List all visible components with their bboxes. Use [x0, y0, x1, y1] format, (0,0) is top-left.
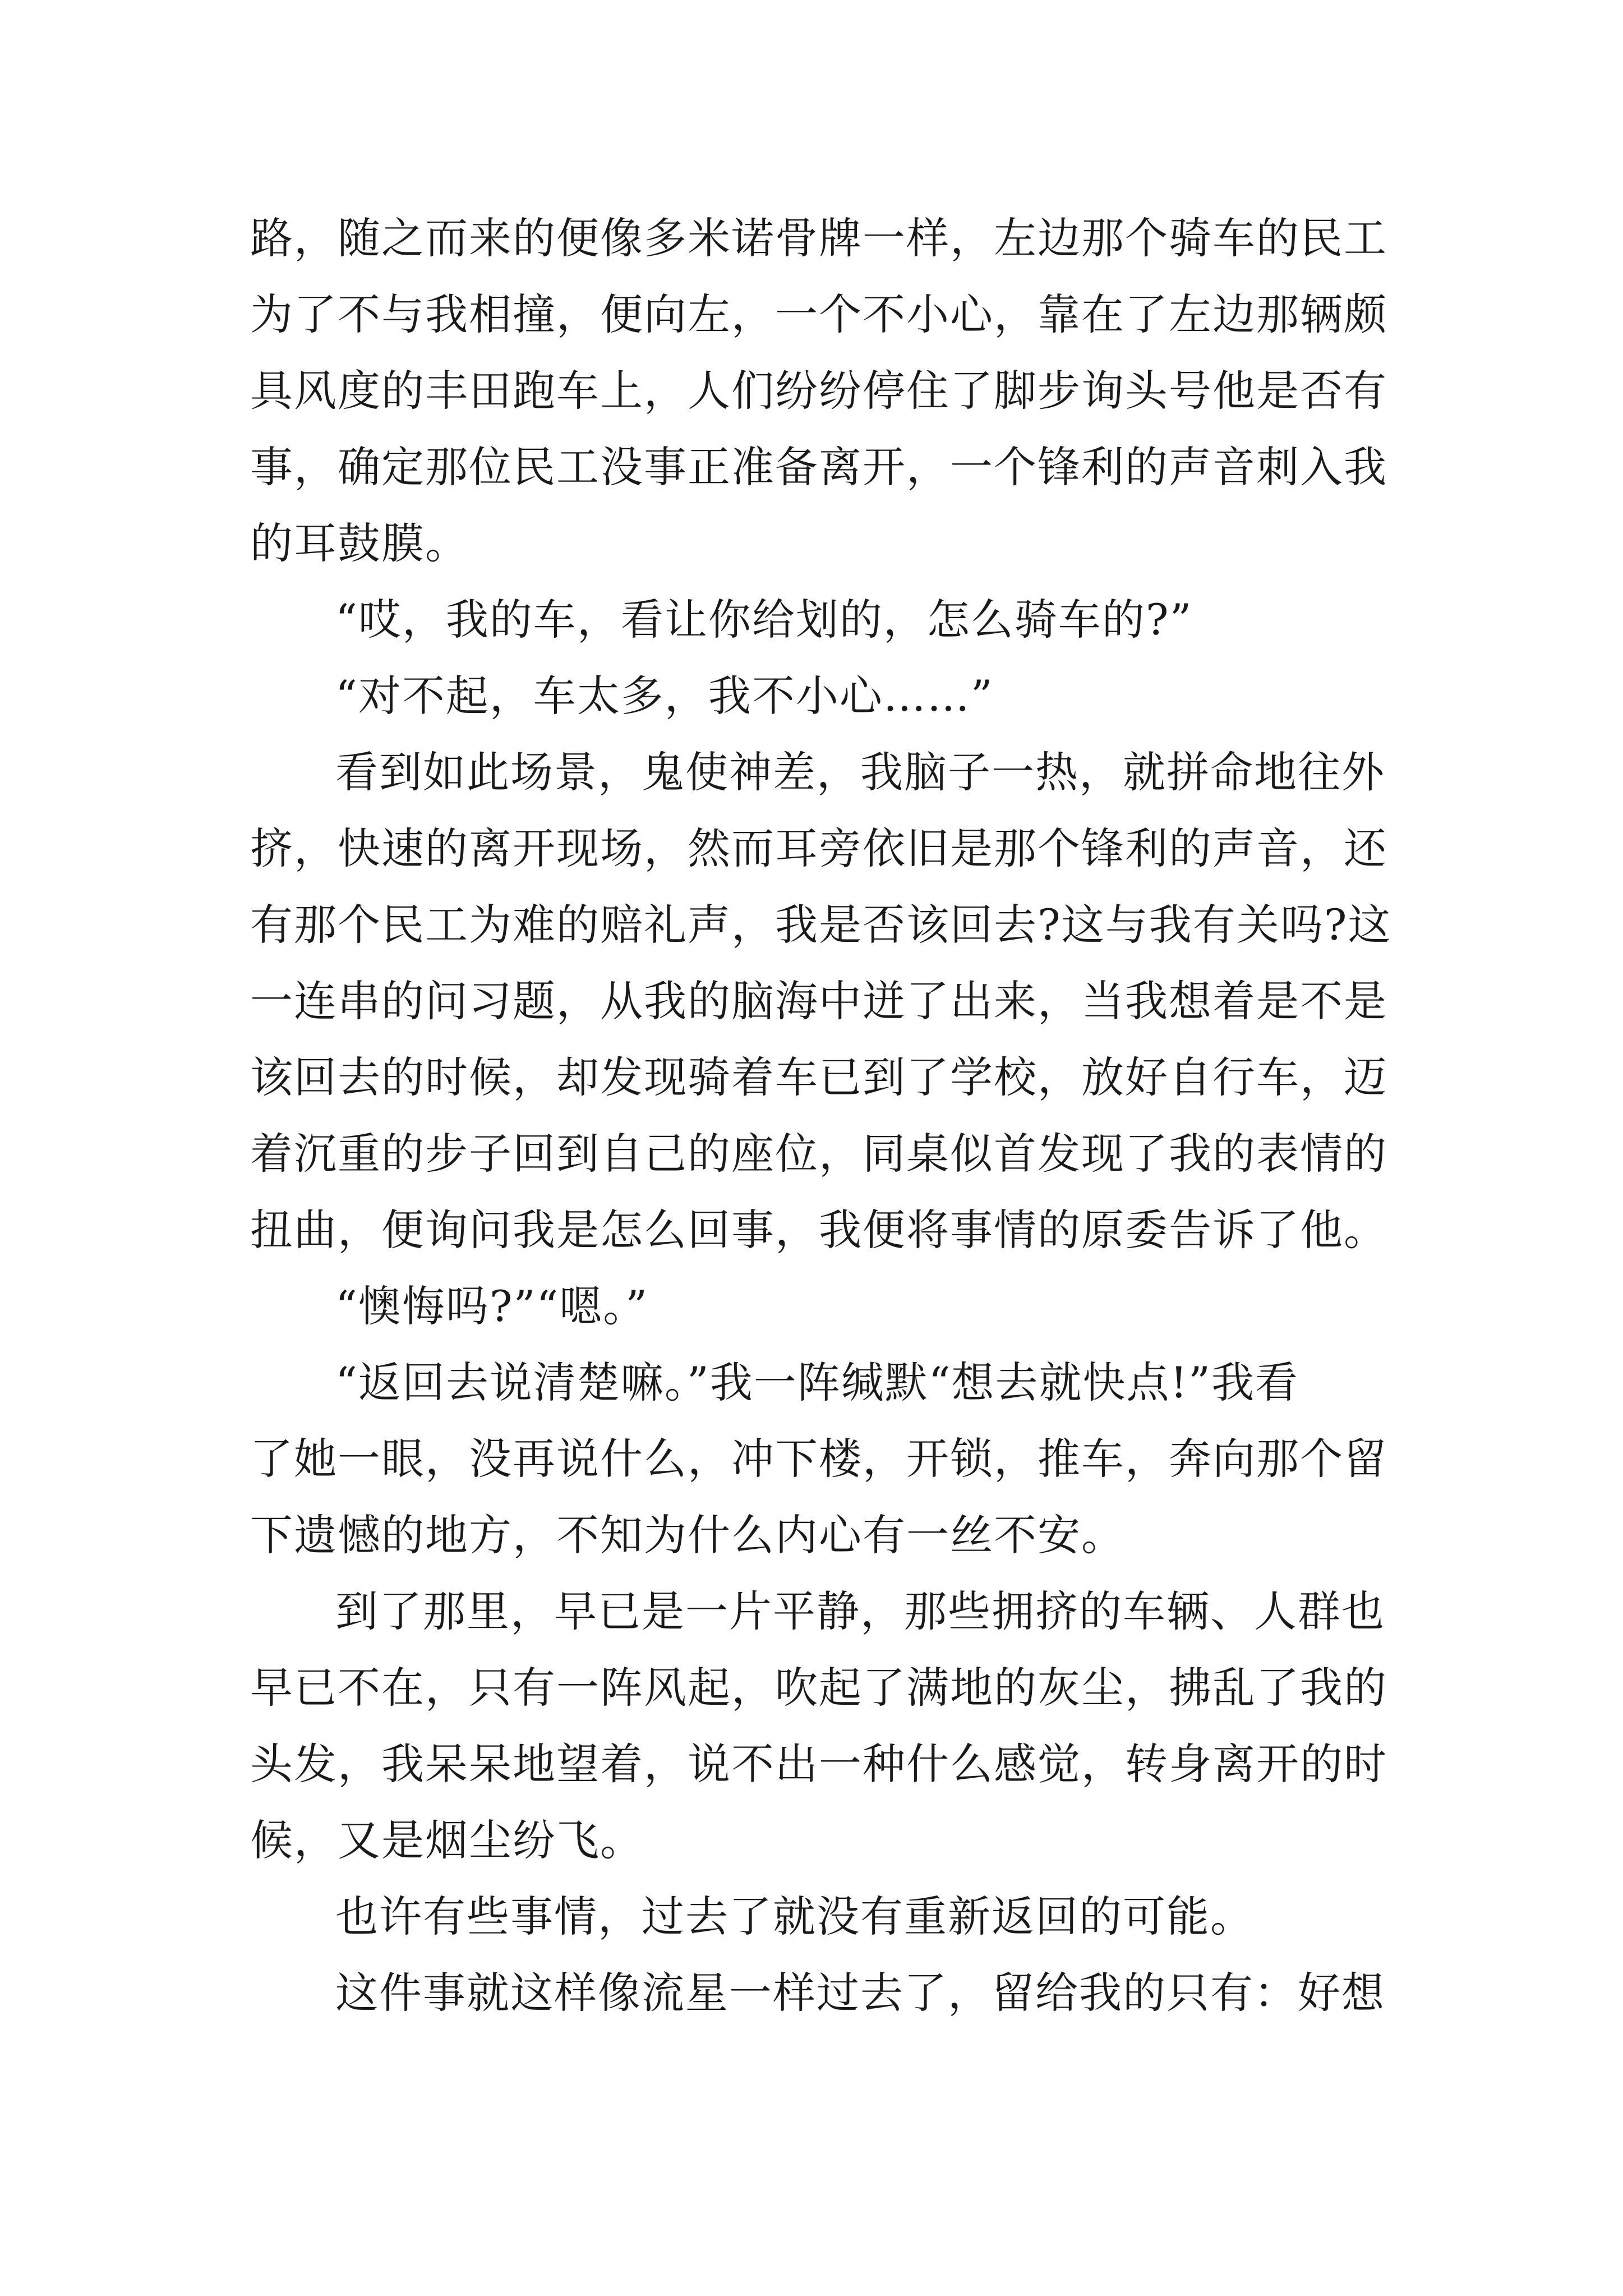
text-line: 挤，快速的离开现场，然而耳旁依旧是那个锋利的声音，还: [250, 823, 1387, 873]
paragraph-start-line: 也许有些事情，过去了就没有重新返回的可能。: [335, 1892, 1254, 1941]
text-line: 了她一眼，没再说什么，冲下楼，开锁，推车，奔向那个留: [250, 1434, 1387, 1484]
text-line: 的耳鼓膜。: [250, 518, 469, 568]
text-line: 为了不与我相撞，便向左，一个不小心，靠在了左边那辆颇: [250, 289, 1387, 339]
dialogue-line: “对不起，车太多，我不小心……”: [335, 671, 994, 721]
text-line: 具风度的丰田跑车上，人们纷纷停住了脚步询头号他是否有: [250, 366, 1387, 416]
paragraph-start-line: 这件事就这样像流星一样过去了，留给我的只有：好想: [335, 1968, 1385, 2018]
text-line: 扭曲，便询问我是怎么回事，我便将事情的原委告诉了他。: [250, 1205, 1387, 1255]
text-line: 候，又是烟尘纷飞。: [250, 1815, 644, 1865]
dialogue-line: “懊悔吗?”“嗯。”: [335, 1281, 649, 1331]
text-line: 有那个民工为难的赔礼声，我是否该回去?这与我有关吗?这: [250, 900, 1392, 950]
dialogue-line: “哎，我的车，看让你给划的，怎么骑车的?”: [335, 595, 1193, 645]
text-line: 该回去的时候，却发现骑着车已到了学校，放好自行车，迈: [250, 1052, 1387, 1102]
text-line: 着沉重的步子回到自己的座位，同桌似首发现了我的表情的: [250, 1129, 1387, 1179]
text-line: 下遗憾的地方，不知为什么内心有一丝不安。: [250, 1510, 1125, 1560]
paragraph-start-line: “返回去说清楚嘛。”我一阵缄默“想去就快点!”我看: [335, 1358, 1299, 1407]
body-text: [250, 200, 1392, 2031]
text-line: 事，确定那位民工没事正准备离开，一个锋利的声音刺入我: [250, 442, 1387, 492]
text-line: 路，随之而来的便像多米诺骨牌一样，左边那个骑车的民工: [250, 213, 1387, 263]
paragraph-start-line: 到了那里，早已是一片平静，那些拥挤的车辆、人群也: [335, 1586, 1385, 1636]
paragraph-start-line: 看到如此场景，鬼使神差，我脑子一热，就拼命地往外: [335, 747, 1385, 797]
text-line: 早已不在，只有一阵风起，吹起了满地的灰尘，拂乱了我的: [250, 1663, 1387, 1713]
text-line: 一连串的问习题，从我的脑海中迸了出来，当我想着是不是: [250, 976, 1387, 1026]
text-line: 头发，我呆呆地望着，说不出一种什么感觉，转身离开的时: [250, 1739, 1387, 1789]
